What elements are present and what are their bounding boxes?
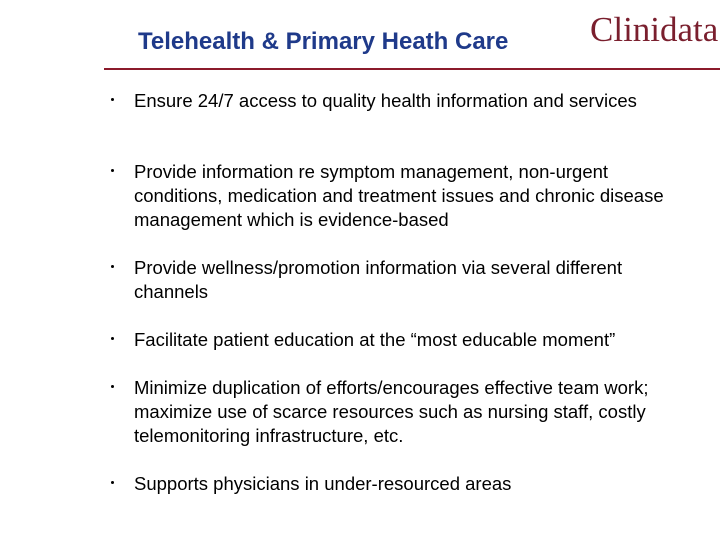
- bullet-dot-icon: [111, 481, 114, 484]
- bullet-text: Facilitate patient education at the “most educable moment”: [134, 329, 616, 350]
- bullet-text: Provide wellness/promotion information via several different channels: [134, 257, 623, 302]
- bullet-text: Provide information re symptom management, non-urgent conditions, medication and treatment issues and chronic disease management which is evidence-based: [134, 161, 664, 230]
- slide-title: Telehealth & Primary Heath Care: [138, 28, 509, 55]
- bullet-text: Ensure 24/7 access to quality health information and services: [134, 90, 637, 111]
- bullet-text: Minimize duplication of efforts/encourages effective team work; maximize use of scarce resources such as nursing staff, costly telemonitoring infrastructure, etc.: [134, 377, 649, 446]
- bullet-dot-icon: [111, 337, 114, 340]
- bullet-text: Supports physicians in under-resourced areas: [134, 473, 512, 494]
- bullet-dot-icon: [111, 169, 114, 172]
- bullet-dot-icon: [111, 98, 114, 101]
- bullet-dot-icon: [111, 265, 114, 268]
- clinidata-logo: Clinidata: [590, 10, 719, 49]
- bullet-dot-icon: [111, 385, 114, 388]
